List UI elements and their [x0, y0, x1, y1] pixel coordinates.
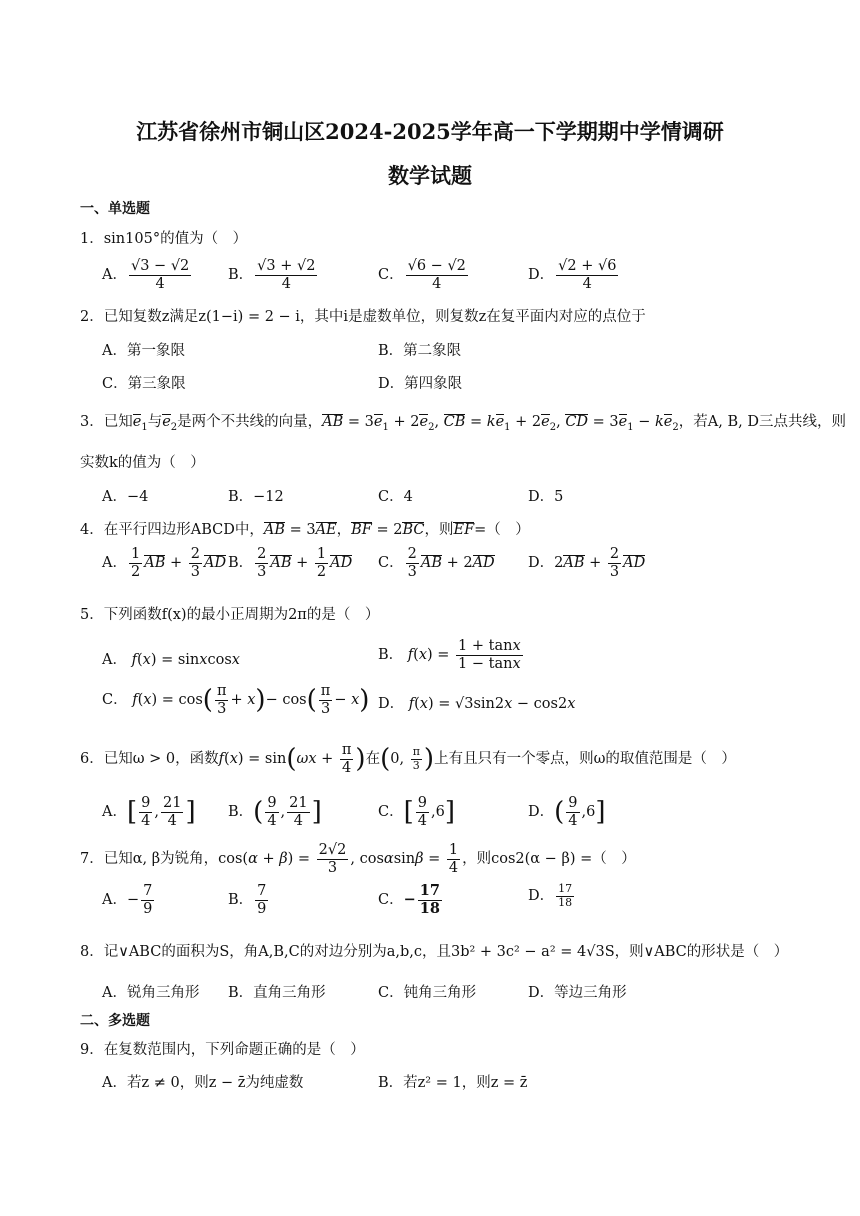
question-6: 6．已知ω > 0，函数f(x) = sin(ωx + $\frac{\pi}{4}$ )在(0, $\frac{\pi}{3}$ )上有且只有一个零点，则ω的取值范围是（ ）	[80, 742, 736, 776]
q5-option-a: A． f(x) = sinxcosx	[102, 652, 240, 668]
q2-option-b: B．第二象限	[378, 343, 462, 359]
q4-option-b: B． $\frac{2}{3}$ AB + $\frac{1}{2}$ AD	[228, 546, 353, 580]
q4-option-a: A． $\frac{1}{2}$ AB + $\frac{2}{3}$ AD	[102, 546, 227, 580]
q7-option-d: D． $\frac{17}{18}$	[528, 882, 573, 909]
question-5: 5．下列函数f(x)的最小正周期为2π的是（ ）	[80, 607, 380, 623]
q1-option-a: A． $\frac{√3 - √2}{4}$	[102, 258, 190, 292]
section-single-choice: 一、单选题	[80, 201, 150, 217]
q8-option-a: A．锐角三角形	[102, 985, 200, 1001]
question-3: 3．已知$e_1$与$e_2$是两个不共线的向量，AB = $3e_1 + 2e_2$, CB = $ke_1 + 2e_2$, CD = $3e_1 - ke_2$，若A, B, D三点共线，则	[80, 414, 846, 433]
q7-option-c: C．− $\frac{17}{18}$	[378, 882, 440, 917]
q9-option-b: B．若z² = 1，则z = z̄	[378, 1075, 528, 1091]
q9-option-a: A．若z ≠ 0，则z − z̄为纯虚数	[102, 1075, 304, 1091]
question-4: 4．在平行四边形ABCD中，AB = 3AE，BF = 2BC，则EF=（ ）	[80, 522, 530, 538]
question-9: 9．在复数范围内，下列命题正确的是（ ）	[80, 1042, 365, 1058]
q6-option-b: B．( $\frac{9}{4}$ , $\frac{21}{4}$ ]	[228, 795, 322, 829]
q2-option-c: C．第三象限	[102, 376, 186, 392]
q3-option-a: A．−4	[102, 489, 149, 505]
question-2: 2．已知复数z满足z(1−i) = 2 − i，其中i是虚数单位，则复数z在复平面内对应的点位于	[80, 309, 646, 325]
doc-title: 江苏省徐州市铜山区2024-2025学年高一下学期期中学情调研	[136, 119, 724, 144]
q1-option-b: B． $\frac{√3 + √2}{4}$	[228, 258, 316, 292]
q7-option-a: A．− $\frac{7}{9}$	[102, 883, 153, 917]
question-3-line2: 实数k的值为（ ）	[80, 455, 205, 471]
q7-option-b: B． $\frac{7}{9}$	[228, 883, 267, 917]
q8-option-c: C．钝角三角形	[378, 985, 477, 1001]
q1-option-d: D． $\frac{√2 + √6}{4}$	[528, 258, 617, 292]
q5-option-b: B． f(x) = $\frac{1 + \tan x}{1 - \tan x}$	[378, 638, 521, 672]
question-7: 7．已知α, β为锐角，cos(α + β) = $\frac{2√2}{3}$ , cosαsinβ = $\frac{1}{4}$ ，则cos2(α − β) =（ ）	[80, 842, 636, 876]
q5-option-d: D． f(x) = √3sin2x − cos2x	[378, 696, 576, 712]
q3-option-d: D．5	[528, 489, 564, 505]
q3-option-c: C．4	[378, 489, 413, 505]
q4-option-d: D．2AB + $\frac{2}{3}$ AD	[528, 546, 646, 580]
q2-option-a: A．第一象限	[102, 343, 185, 359]
q1-option-c: C． $\frac{√6 - √2}{4}$	[378, 258, 466, 292]
q4-option-c: C． $\frac{2}{3}$ AB + 2AD	[378, 546, 495, 580]
q6-option-a: A．[ $\frac{9}{4}$ , $\frac{21}{4}$ ]	[102, 795, 196, 829]
q6-option-c: C．[ $\frac{9}{4}$ ,6]	[378, 795, 455, 829]
question-1: 1．sin105°的值为（ ）	[80, 231, 248, 247]
q6-option-d: D．( $\frac{9}{4}$ ,6]	[528, 795, 606, 829]
question-8: 8．记∨ABC的面积为S，角A,B,C的对边分别为a,b,c，且3b² + 3c² − a² = 4√3S，则∨ABC的形状是（ ）	[80, 944, 789, 960]
q2-option-d: D．第四象限	[378, 376, 463, 392]
q3-option-b: B．−12	[228, 489, 284, 505]
section-multi-choice: 二、多选题	[80, 1013, 150, 1029]
q8-option-b: B．直角三角形	[228, 985, 326, 1001]
q5-option-c: C． f(x) = cos( $\frac{\pi}{3}$ + x)− cos( $\frac{\pi}{3}$ − x)	[102, 683, 370, 717]
q8-option-d: D．等边三角形	[528, 985, 627, 1001]
doc-subtitle: 数学试题	[388, 163, 472, 188]
